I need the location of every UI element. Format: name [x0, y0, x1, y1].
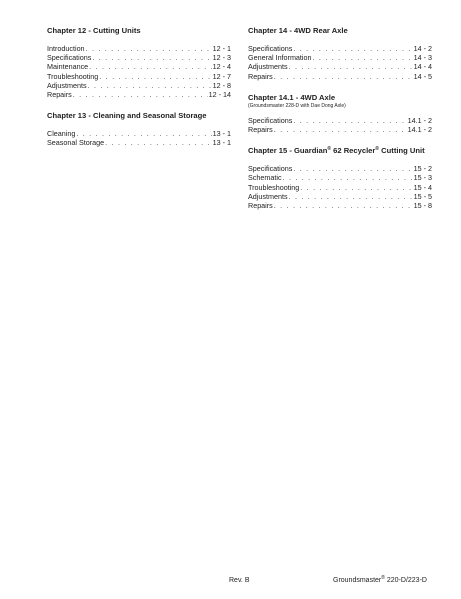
- toc-chapter-13: [47, 111, 231, 147]
- dot-leader: [99, 72, 211, 81]
- dot-leader: [89, 62, 211, 71]
- chapter-subtitle: (Groundsmaster 228-D with Dae Dong Axle): [248, 102, 346, 109]
- chapter-title: [248, 146, 432, 156]
- dot-leader: [300, 183, 412, 192]
- toc-entry-page: 12 - 3: [212, 53, 231, 63]
- toc-entry[interactable]: [248, 62, 432, 71]
- toc-entry-label: Troubleshooting: [47, 71, 99, 81]
- toc-entry[interactable]: [47, 81, 231, 90]
- chapter-title-part: 62 Recycler: [331, 146, 376, 156]
- toc-entry-label: Maintenance: [47, 62, 89, 72]
- toc-entry-page: 15 - 4: [413, 182, 432, 192]
- chapter-title: Chapter 14.1 - 4WD Axle: [248, 92, 336, 102]
- toc-chapter-15: [248, 146, 432, 210]
- registered-mark: ®: [375, 146, 380, 153]
- toc-chapter-12: [47, 26, 231, 99]
- toc-entry-label: Cleaning: [47, 129, 76, 139]
- registered-mark: ®: [327, 146, 332, 153]
- toc-entry-label: Adjustments: [47, 80, 87, 90]
- toc-entry-label: Specifications: [47, 53, 92, 63]
- registered-mark: ®: [381, 575, 385, 581]
- dot-leader: [76, 129, 211, 138]
- toc-entry-page: 15 - 8: [413, 201, 432, 211]
- dot-leader: [289, 62, 413, 71]
- toc-entry-label: General Information: [248, 53, 312, 63]
- footer-revision: Rev. B: [229, 577, 250, 584]
- toc-entry-label: Introduction: [47, 44, 85, 53]
- chapter-title: Chapter 12 - Cutting Units: [47, 26, 141, 35]
- toc-entry-page: 14 - 3: [413, 53, 432, 63]
- dot-leader: [289, 192, 413, 201]
- toc-entry-label: Repairs: [248, 125, 273, 135]
- toc-entry-page: 12 - 4: [212, 62, 231, 72]
- toc-entry[interactable]: [248, 164, 432, 173]
- toc-entry[interactable]: [47, 72, 231, 81]
- dot-leader: [293, 44, 412, 53]
- dot-leader: [86, 44, 212, 53]
- toc-entry-page: 13 - 1: [212, 129, 231, 139]
- toc-entry[interactable]: [248, 192, 432, 201]
- dot-leader: [283, 173, 413, 182]
- toc-entry-label: Specifications: [248, 44, 293, 53]
- chapter-title-part: Chapter 15 - Guardian: [248, 146, 328, 156]
- toc-entry-page: 14 - 2: [413, 44, 432, 53]
- dot-leader: [92, 53, 211, 62]
- toc-entry-label: Adjustments: [248, 191, 288, 201]
- toc-entry-page: 12 - 14: [208, 90, 231, 100]
- toc-entry-label: Troubleshooting: [248, 182, 300, 192]
- toc-entry[interactable]: [248, 125, 432, 134]
- chapter-title-part: Cutting Unit: [379, 146, 425, 156]
- toc-entry-page: 15 - 3: [413, 173, 432, 183]
- toc-entry-page: 14 - 4: [413, 62, 432, 72]
- dot-leader: [73, 90, 208, 99]
- footer-product: [333, 576, 427, 585]
- dot-leader: [274, 125, 407, 134]
- toc-entry-page: 12 - 1: [212, 44, 231, 53]
- toc-entry-label: Seasonal Storage: [47, 138, 105, 148]
- toc-left-column: [47, 26, 231, 160]
- toc-entry-page: 15 - 5: [413, 191, 432, 201]
- footer-product-name: Groundsmaster: [333, 577, 382, 584]
- dot-leader: [105, 138, 211, 147]
- dot-leader: [293, 164, 412, 173]
- toc-right-column: [248, 26, 432, 222]
- chapter-title: Chapter 13 - Cleaning and Seasonal Storage: [47, 111, 207, 121]
- dot-leader: [313, 53, 413, 62]
- toc-entry[interactable]: [248, 72, 432, 81]
- toc-chapter-14: [248, 26, 432, 81]
- toc-entry-label: Specifications: [248, 115, 293, 125]
- toc-entry[interactable]: [47, 62, 231, 71]
- toc-entry-page: 12 - 7: [212, 71, 231, 81]
- toc-entry-page: 14 - 5: [413, 71, 432, 81]
- toc-entry[interactable]: [47, 129, 231, 138]
- toc-entry[interactable]: [47, 90, 231, 99]
- toc-entry-label: Repairs: [248, 201, 273, 211]
- toc-entry[interactable]: [248, 173, 432, 182]
- toc-entry[interactable]: [47, 138, 231, 147]
- dot-leader: [274, 72, 413, 81]
- toc-entry[interactable]: [248, 44, 432, 53]
- dot-leader: [274, 201, 413, 210]
- toc-entry[interactable]: [47, 53, 231, 62]
- footer-product-models: 220-D/223-D: [384, 577, 427, 584]
- dot-leader: [293, 116, 406, 125]
- dot-leader: [88, 81, 212, 90]
- toc-entry[interactable]: [248, 183, 432, 192]
- toc-entry-label: Repairs: [47, 90, 72, 100]
- toc-entry-label: Repairs: [248, 71, 273, 81]
- toc-entry-page: 12 - 8: [212, 80, 231, 90]
- toc-entry[interactable]: [248, 53, 432, 62]
- chapter-title: Chapter 14 - 4WD Rear Axle: [248, 26, 348, 35]
- toc-entry-page: 14.1 - 2: [407, 115, 432, 125]
- toc-entry-label: Adjustments: [248, 62, 288, 72]
- toc-entry-page: 15 - 2: [413, 164, 432, 174]
- toc-entry[interactable]: [248, 201, 432, 210]
- toc-entry[interactable]: [248, 116, 432, 125]
- toc-chapter-14-1: [248, 93, 432, 134]
- toc-entry-label: Specifications: [248, 164, 293, 174]
- toc-entry-label: Schematic: [248, 173, 282, 183]
- toc-entry-page: 13 - 1: [212, 138, 231, 148]
- toc-entry[interactable]: [47, 44, 231, 53]
- toc-entry-page: 14.1 - 2: [407, 125, 432, 135]
